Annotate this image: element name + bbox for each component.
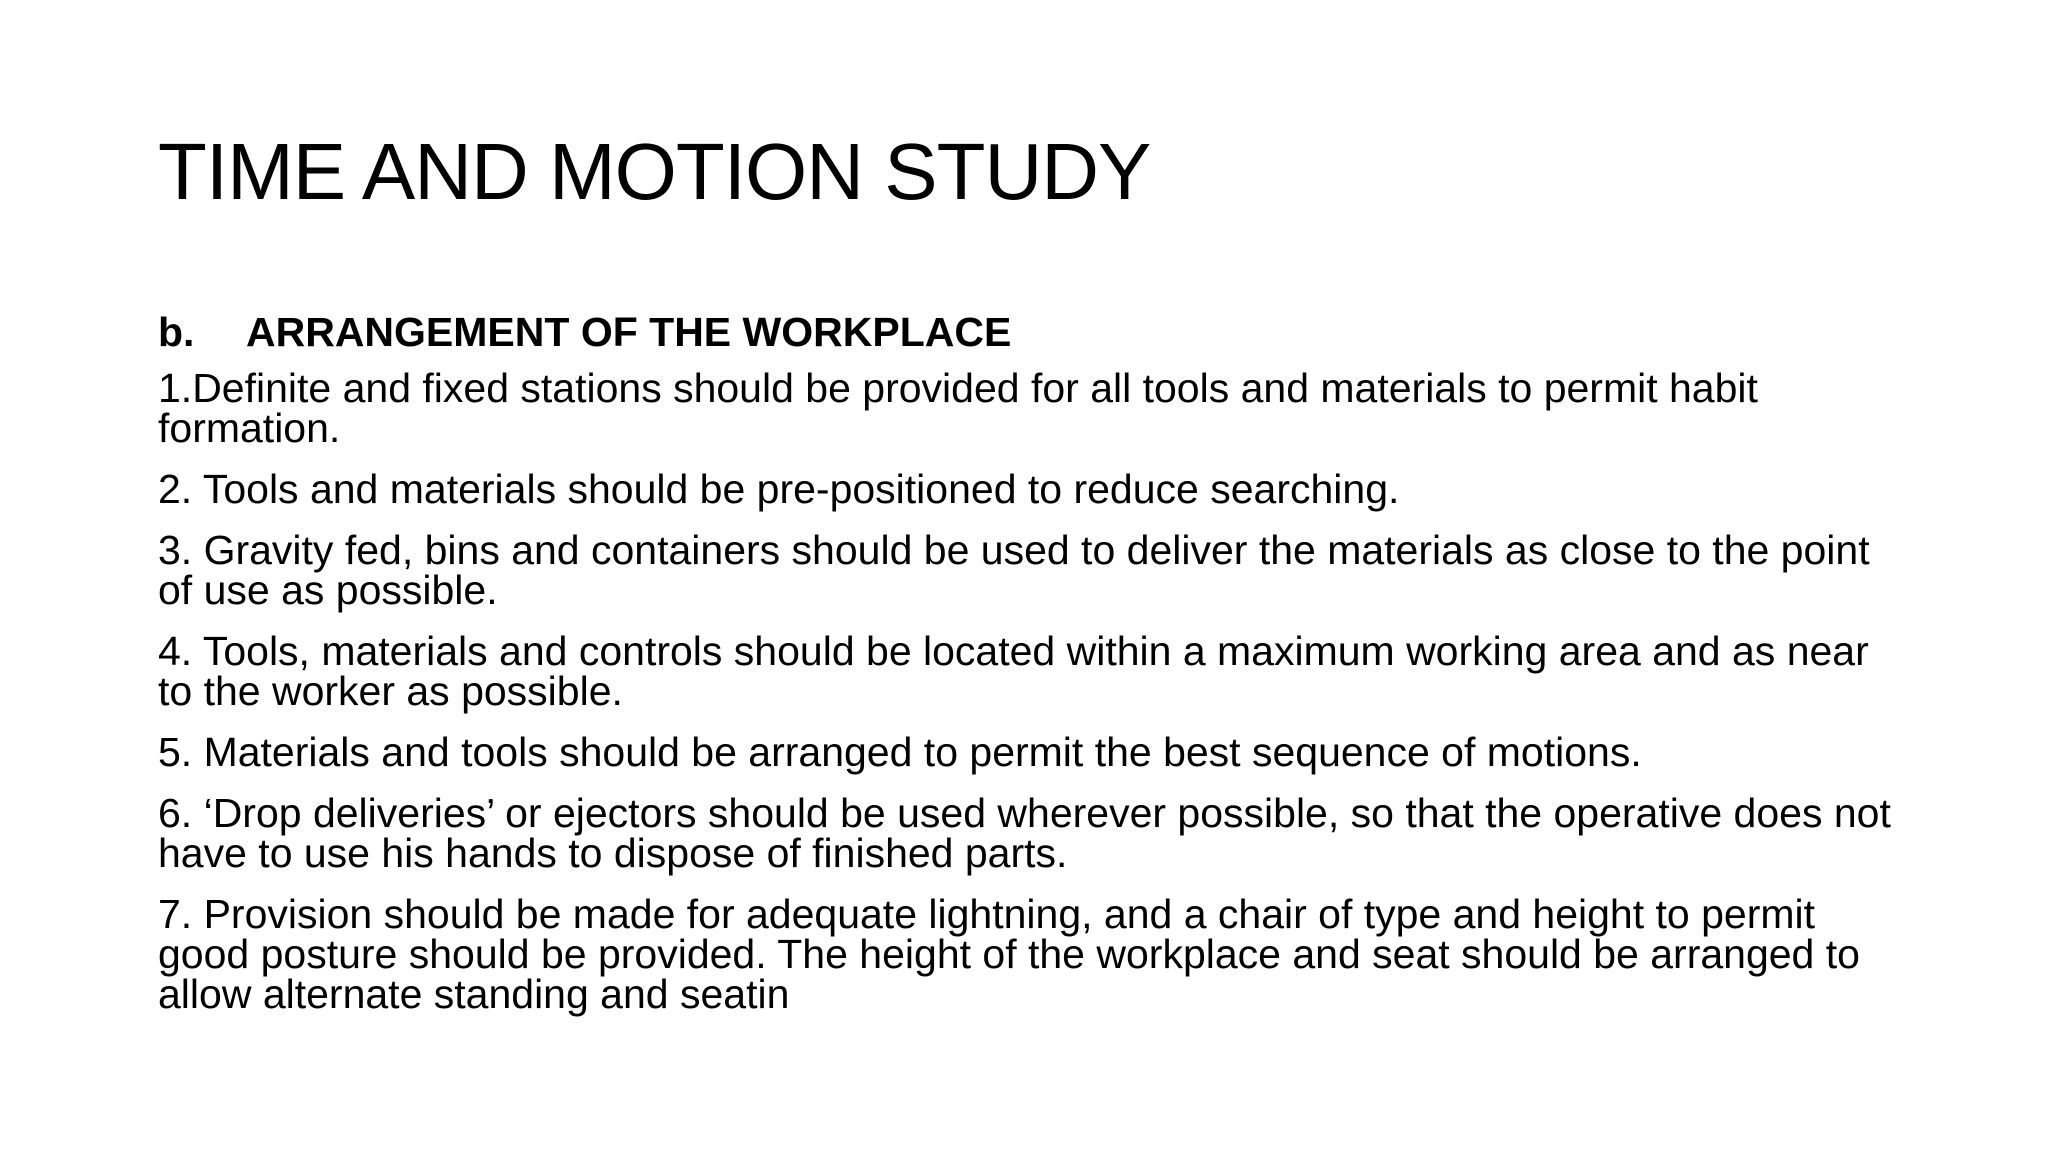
slide-body: [158, 306, 1898, 1035]
section-heading: [158, 306, 1898, 358]
section-marker: b.: [158, 309, 195, 355]
point-1: 1.Definite and fixed stations should be provided for all tools and materials to permit habit formation.: [158, 365, 1758, 451]
point-5: 5. Materials and tools should be arranged to permit the best sequence of motions.: [158, 729, 1642, 775]
slide-title: TIME AND MOTION STUDY: [158, 127, 1151, 216]
point-2: 2. Tools and materials should be pre-positioned to reduce searching.: [158, 466, 1400, 512]
section-heading-text: ARRANGEMENT OF THE WORKPLACE: [246, 309, 1012, 355]
point-4: 4. Tools, materials and controls should be located within a maximum working area and as near to the worker as possible.: [158, 628, 1869, 714]
point-7: 7. Provision should be made for adequate lightning, and a chair of type and height to permit good posture should be provided. The height of the workplace and seat should be arranged to allow alternate standing and seatin: [158, 891, 1860, 1017]
point-6: 6. ‘Drop deliveries’ or ejectors should be used wherever possible, so that the operative does not have to use his hands to dispose of finished parts.: [158, 790, 1891, 876]
point-3: 3. Gravity fed, bins and containers should be used to deliver the materials as close to the point of use as possible.: [158, 527, 1870, 613]
